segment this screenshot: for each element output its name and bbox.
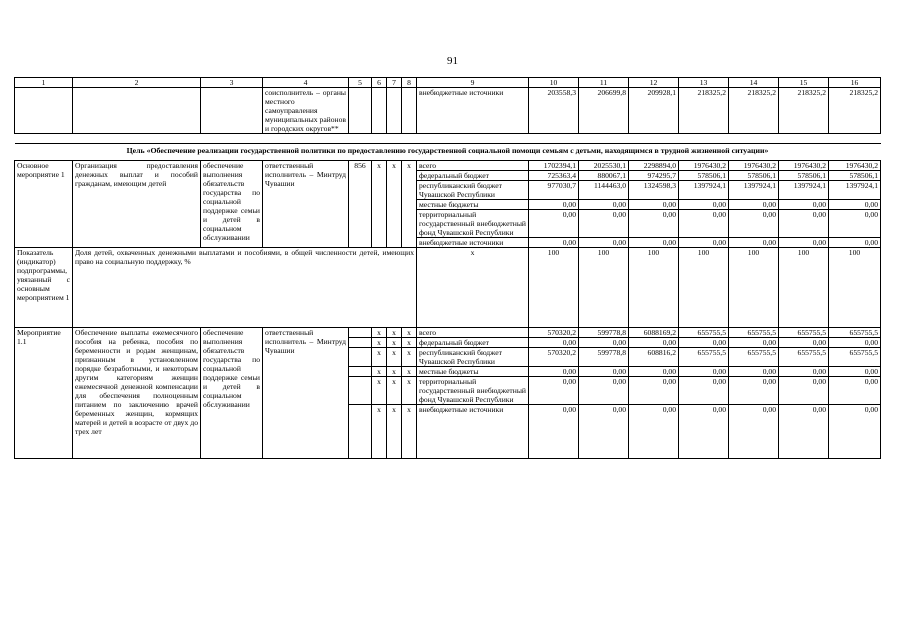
value-cell: 599778,8 [579, 348, 629, 367]
program-table [14, 77, 881, 459]
code-x: x [402, 405, 417, 459]
empty-cell [372, 238, 387, 248]
code-x: x [387, 405, 402, 459]
funding-source: всего [417, 328, 529, 338]
goal-row [15, 144, 881, 161]
column-number: 14 [729, 78, 779, 88]
empty-cell [349, 338, 372, 348]
value-cell: 0,00 [779, 405, 829, 459]
value-cell: 570320,2 [529, 348, 579, 367]
empty-cell [349, 367, 372, 377]
value-cell: 218325,2 [829, 88, 881, 134]
value-cell: 0,00 [729, 405, 779, 459]
main-event-executor: ответственный исполнитель – Минтруд Чувашии [263, 161, 349, 248]
code-x: x [372, 328, 387, 338]
column-number: 15 [779, 78, 829, 88]
code-x: x [372, 338, 387, 348]
value-cell: 977030,7 [529, 181, 579, 200]
funding-source: федеральный бюджет [417, 171, 529, 181]
value-cell: 218325,2 [679, 88, 729, 134]
value-cell: 1397924,1 [779, 181, 829, 200]
funding-source: местные бюджеты [417, 367, 529, 377]
empty-cell [349, 377, 372, 405]
empty-cell [349, 405, 372, 459]
value-cell: 206699,8 [579, 88, 629, 134]
value-cell: 0,00 [779, 338, 829, 348]
empty-cell [349, 88, 372, 134]
empty-cell [201, 88, 263, 134]
column-number: 10 [529, 78, 579, 88]
value-cell: 974295,7 [629, 171, 679, 181]
value-cell: 0,00 [679, 367, 729, 377]
code-x: x [402, 367, 417, 377]
value-cell: 0,00 [529, 367, 579, 377]
value-cell: 1144463,0 [579, 181, 629, 200]
value-cell: 0,00 [829, 338, 881, 348]
value-cell: 655755,5 [679, 348, 729, 367]
funding-source: внебюджетные источники [417, 88, 529, 134]
value-cell: 2298894,0 [629, 161, 679, 171]
code-x: x [372, 161, 387, 171]
value-cell: 578506,1 [779, 171, 829, 181]
value-cell: 655755,5 [779, 348, 829, 367]
empty-cell [387, 171, 402, 181]
value-cell: 0,00 [729, 210, 779, 238]
value-cell: 0,00 [679, 238, 729, 248]
main-event-row [15, 161, 881, 171]
indicator-value: 100 [579, 248, 629, 328]
column-number: 12 [629, 78, 679, 88]
code-x: x [402, 377, 417, 405]
indicator-value: 100 [679, 248, 729, 328]
code-x: x [387, 161, 402, 171]
empty-cell [402, 171, 417, 181]
empty-cell [387, 88, 402, 134]
value-cell: 578506,1 [729, 171, 779, 181]
value-cell: 0,00 [729, 377, 779, 405]
main-event-label: Основное мероприятие 1 [15, 161, 73, 248]
value-cell: 0,00 [729, 238, 779, 248]
page-number: 91 [447, 55, 458, 67]
column-number: 13 [679, 78, 729, 88]
column-number: 3 [201, 78, 263, 88]
value-cell: 0,00 [829, 238, 881, 248]
goal-heading: Цель «Обеспечение реализации государственной политики по предоставлению государственной социальной помощи семьям с детьми, находящимся в трудной жизненной ситуации» [15, 144, 881, 161]
value-cell: 209928,1 [629, 88, 679, 134]
indicator-value: 100 [829, 248, 881, 328]
value-cell: 1976430,2 [779, 161, 829, 171]
indicator-label: Показатель (индикатор) подпрограммы, увязанный с основным мероприятием 1 [15, 248, 73, 328]
indicator-value: 100 [729, 248, 779, 328]
value-cell: 0,00 [579, 377, 629, 405]
indicator-value: 100 [629, 248, 679, 328]
value-cell: 1397924,1 [729, 181, 779, 200]
value-cell: 0,00 [629, 377, 679, 405]
event-name: Обеспечение выплаты ежемесячного пособия на ребенка, пособия по беременности и родам женщинам, признанным в установленном порядке безработными, и некоторым другим категориям женщин ежемесячной денежной компенсации для обеспечения полноценным питанием по заключению врачей беременных женщин, кормящих матерей и детей в возрасте от двух до трех лет [73, 328, 201, 459]
value-cell: 880067,1 [579, 171, 629, 181]
code-x: x [372, 367, 387, 377]
code-x: x [402, 348, 417, 367]
funding-source: республиканский бюджет Чувашской Республики [417, 181, 529, 200]
code-x: x [387, 367, 402, 377]
value-cell: 203558,3 [529, 88, 579, 134]
funding-source: республиканский бюджет Чувашской Республики [417, 348, 529, 367]
value-cell: 0,00 [629, 200, 679, 210]
value-cell: 578506,1 [829, 171, 881, 181]
value-cell: 0,00 [829, 210, 881, 238]
value-cell: 655755,5 [679, 328, 729, 338]
funding-source: федеральный бюджет [417, 338, 529, 348]
value-cell: 1397924,1 [679, 181, 729, 200]
code-x: x [372, 348, 387, 367]
empty-cell [73, 88, 201, 134]
empty-cell [349, 348, 372, 367]
event-objective: обеспечение выполнения обязательств государства по социальной поддержке семьи и детей в социальном обслуживании [201, 328, 263, 459]
value-cell: 0,00 [779, 367, 829, 377]
value-cell: 0,00 [629, 338, 679, 348]
code-x: x [402, 328, 417, 338]
value-cell: 0,00 [679, 200, 729, 210]
value-cell: 0,00 [779, 210, 829, 238]
value-cell: 0,00 [829, 367, 881, 377]
funding-source: территориальный государственный внебюджетный фонд Чувашской Республики [417, 377, 529, 405]
budget-code: 856 [349, 161, 372, 171]
code-x: x [387, 338, 402, 348]
funding-source: внебюджетные источники [417, 405, 529, 459]
column-number: 11 [579, 78, 629, 88]
value-cell: 0,00 [679, 405, 729, 459]
spacer-row [15, 134, 881, 144]
value-cell: 0,00 [579, 210, 629, 238]
empty-cell [402, 181, 417, 200]
empty-cell [402, 88, 417, 134]
spacer [15, 134, 881, 144]
empty-cell [402, 200, 417, 210]
value-cell: 0,00 [529, 200, 579, 210]
value-cell: 0,00 [529, 377, 579, 405]
value-cell: 0,00 [529, 238, 579, 248]
value-cell: 578506,1 [679, 171, 729, 181]
value-cell: 0,00 [779, 377, 829, 405]
value-cell: 0,00 [529, 210, 579, 238]
value-cell: 655755,5 [729, 348, 779, 367]
empty-cell [387, 238, 402, 248]
value-cell: 1324598,3 [629, 181, 679, 200]
empty-cell [402, 238, 417, 248]
code-x: x [417, 248, 529, 328]
value-cell: 655755,5 [729, 328, 779, 338]
empty-cell [349, 200, 372, 210]
code-x: x [387, 377, 402, 405]
empty-cell [349, 181, 372, 200]
column-number: 5 [349, 78, 372, 88]
empty-cell [15, 88, 73, 134]
empty-cell [372, 88, 387, 134]
funding-source: территориальный государственный внебюджетный фонд Чувашской Республики [417, 210, 529, 238]
indicator-text: Доля детей, охваченных денежными выплатами и пособиями, в общей численности детей, имеющих право на социальную поддержку, % [73, 248, 417, 328]
value-cell: 0,00 [529, 405, 579, 459]
value-cell: 0,00 [679, 338, 729, 348]
event-label: Мероприятие 1.1 [15, 328, 73, 459]
value-cell: 0,00 [779, 200, 829, 210]
value-cell: 0,00 [629, 238, 679, 248]
table-body [15, 78, 881, 459]
empty-cell [349, 238, 372, 248]
value-cell: 655755,5 [829, 328, 881, 338]
empty-cell [349, 210, 372, 238]
value-cell: 0,00 [729, 200, 779, 210]
value-cell: 218325,2 [779, 88, 829, 134]
value-cell: 1397924,1 [829, 181, 881, 200]
event-row [15, 328, 881, 338]
empty-cell [349, 171, 372, 181]
main-event-name: Организация предоставления денежных выплат и пособий гражданам, имеющим детей [73, 161, 201, 248]
value-cell: 0,00 [579, 238, 629, 248]
value-cell: 0,00 [679, 377, 729, 405]
co-executor-cell: соисполнитель – органы местного самоуправления муниципальных районов и городских округов** [263, 88, 349, 134]
value-cell: 0,00 [579, 338, 629, 348]
value-cell: 0,00 [829, 200, 881, 210]
value-cell: 0,00 [629, 367, 679, 377]
column-number: 2 [73, 78, 201, 88]
value-cell: 0,00 [679, 210, 729, 238]
value-cell: 1976430,2 [829, 161, 881, 171]
value-cell: 655755,5 [779, 328, 829, 338]
code-x: x [372, 405, 387, 459]
value-cell: 0,00 [579, 405, 629, 459]
value-cell: 6088169,2 [629, 328, 679, 338]
code-x: x [402, 161, 417, 171]
value-cell: 725363,4 [529, 171, 579, 181]
empty-cell [402, 210, 417, 238]
code-x: x [402, 338, 417, 348]
value-cell: 0,00 [579, 367, 629, 377]
value-cell: 0,00 [529, 338, 579, 348]
value-cell: 2025530,1 [579, 161, 629, 171]
value-cell: 0,00 [729, 367, 779, 377]
column-number: 6 [372, 78, 387, 88]
column-number: 1 [15, 78, 73, 88]
empty-cell [372, 210, 387, 238]
value-cell: 1976430,2 [729, 161, 779, 171]
empty-cell [372, 200, 387, 210]
empty-cell [372, 171, 387, 181]
empty-cell [387, 210, 402, 238]
value-cell: 1702394,1 [529, 161, 579, 171]
value-cell: 0,00 [829, 377, 881, 405]
value-cell: 570320,2 [529, 328, 579, 338]
value-cell: 655755,5 [829, 348, 881, 367]
code-x: x [387, 348, 402, 367]
value-cell: 0,00 [829, 405, 881, 459]
event-executor: ответственный исполнитель – Минтруд Чувашии [263, 328, 349, 459]
indicator-value: 100 [779, 248, 829, 328]
empty-cell [349, 328, 372, 338]
value-cell: 218325,2 [729, 88, 779, 134]
indicator-row [15, 248, 881, 328]
value-cell: 0,00 [629, 405, 679, 459]
funding-source: внебюджетные источники [417, 238, 529, 248]
column-number-row [15, 78, 881, 88]
column-number: 16 [829, 78, 881, 88]
main-event-objective: обеспечение выполнения обязательств государства по социальной поддержке семьи и детей в социальном обслуживании [201, 161, 263, 248]
empty-cell [387, 181, 402, 200]
indicator-value: 100 [529, 248, 579, 328]
value-cell: 599778,8 [579, 328, 629, 338]
funding-source: всего [417, 161, 529, 171]
value-cell: 0,00 [729, 338, 779, 348]
column-number: 8 [402, 78, 417, 88]
value-cell: 0,00 [629, 210, 679, 238]
value-cell: 0,00 [779, 238, 829, 248]
code-x: x [372, 377, 387, 405]
column-number: 9 [417, 78, 529, 88]
funding-source: местные бюджеты [417, 200, 529, 210]
code-x: x [387, 328, 402, 338]
value-cell: 1976430,2 [679, 161, 729, 171]
empty-cell [387, 200, 402, 210]
value-cell: 0,00 [579, 200, 629, 210]
value-cell: 608816,2 [629, 348, 679, 367]
column-number: 7 [387, 78, 402, 88]
column-number: 4 [263, 78, 349, 88]
carryover-row [15, 88, 881, 134]
empty-cell [372, 181, 387, 200]
